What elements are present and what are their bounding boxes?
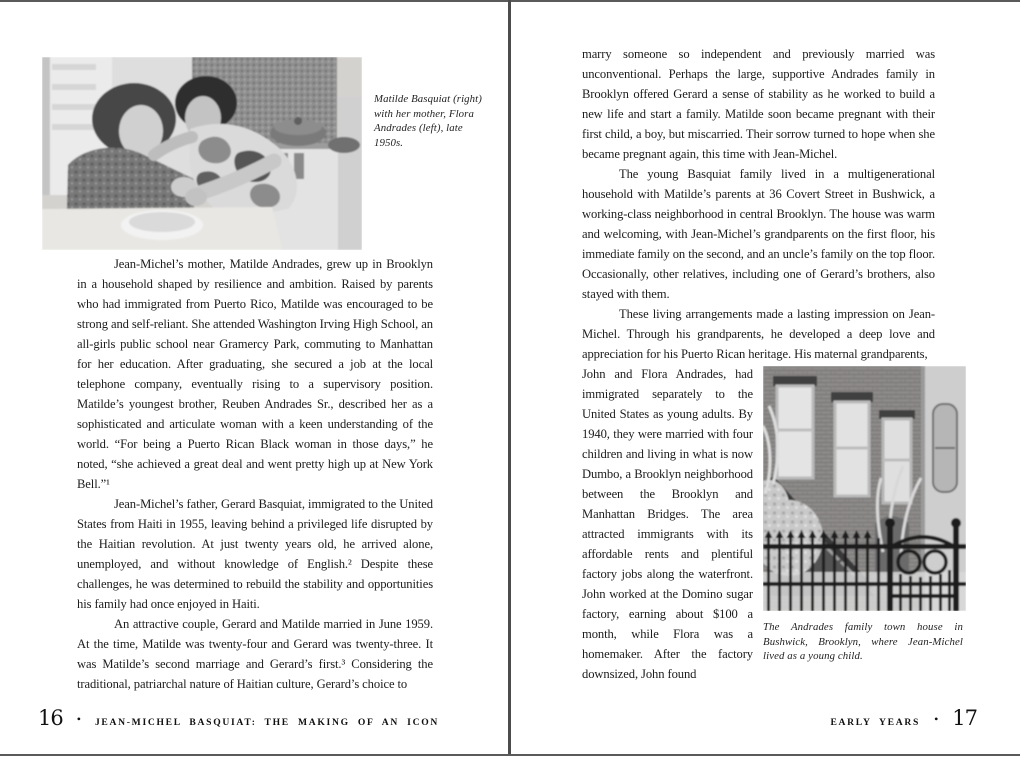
bottom-page-edge-rule bbox=[0, 754, 1020, 756]
page-number: 16 bbox=[38, 706, 63, 730]
kitchen-photo-caption: Matilde Basquiat (right) with her mother, Flora Andrades (left), late 1950s. bbox=[374, 93, 482, 149]
body-paragraph: Jean-Michel’s mother, Matilde Andrades, grew up in Brooklyn in a household shaped by resilience and ambition. Raised by parents who had immigrated from Puerto Rico, Matilde was encouraged to be strong and self-reliant. She attended Washington Irving High School, an all-girls public school near Gramercy Park, commuting to Manhattan for her education. After graduating, she secured a job at the local telephone company, eventually rising to a supervisory position. Matilde’s youngest brother, Reuben Andrades Sr., described her as a sophisticated and articulate woman with a keen understanding of the world. “For being a Puerto Rican Black woman in those days,” he noted, “she achieved a great deal and went pretty high up at New York Bell.”¹ bbox=[77, 257, 433, 491]
body-paragraph-wrapped: John and Flora Andrades, had immigrated separately to the United States as young adults. By 1940, they were married with four children and living in what is now Dumbo, a Brooklyn neighborhood between the Brooklyn and Manhattan Bridges. The area attracted immigrants with its affordable rents and plentiful factory jobs along the waterfront. John worked at the Domino sugar factory, earning about $100 a month, while Flora was a homemaker. After the factory downsized, John found bbox=[582, 367, 753, 681]
left-page-footer bbox=[38, 706, 439, 732]
right-page-body bbox=[582, 44, 963, 684]
right-page-footer bbox=[582, 706, 977, 732]
body-paragraph: The young Basquiat family lived in a multigenerational household with Matilde’s parents at 36 Covert Street in Bushwick, a working-class neighborhood in central Brooklyn. The house was warm and welcoming, with Jean-Michel’s grandparents on the first floor, his immediate family on the second, and an uncle’s family on the top floor. Occasionally, other relatives, including one of Gerard’s brothers, also stayed with them. bbox=[582, 167, 935, 301]
body-paragraph: Jean-Michel’s father, Gerard Basquiat, immigrated to the United States from Haiti in 1955, leaving behind a privileged life disrupted by the Haitian revolution. At just twenty years old, he arrived alone, unemployed, and without knowledge of English.² Despite these challenges, he was determined to rebuild the stability and opportunities his family had once enjoyed in Haiti. bbox=[77, 497, 433, 611]
running-head: JEAN-MICHEL BASQUIAT: THE MAKING OF AN ICON bbox=[94, 717, 440, 728]
kitchen-photo bbox=[42, 57, 362, 250]
townhouse-photo-caption: The Andrades family town house in Bushwick, Brooklyn, where Jean-Michel lived as a young child. bbox=[763, 621, 963, 662]
footer-bullet-icon: • bbox=[934, 712, 939, 726]
body-paragraph: An attractive couple, Gerard and Matilde married in June 1959. At the time, Matilde was twenty-four and Gerard was twenty-three. It was Matilde’s second marriage and Gerard’s first.³ Considering the traditional, patriarchal nature of Haitian culture, Gerard’s choice to bbox=[77, 617, 433, 691]
page-gutter-rule bbox=[508, 0, 511, 756]
townhouse-photo bbox=[763, 366, 966, 611]
left-page-body bbox=[77, 254, 433, 694]
footer-bullet-icon: • bbox=[76, 712, 81, 726]
page-number: 17 bbox=[952, 706, 977, 730]
townhouse-figure bbox=[763, 366, 966, 684]
body-paragraph: These living arrangements made a lasting impression on Jean-Michel. Through his grandparents, he developed a deep love and appreciation for his Puerto Rican heritage. His maternal grandparents, bbox=[582, 307, 935, 361]
running-head: EARLY YEARS bbox=[830, 717, 921, 728]
text-photo-wrap-row bbox=[582, 364, 966, 684]
body-paragraph-continuation: marry someone so independent and previously married was unconventional. Perhaps the large, supportive Andrades family in Brooklyn offered Gerard a sense of stability as he worked to build a new life and start a family. Matilde soon became pregnant with their first child, a boy, but miscarried. Their sorrow turned to hope when she became pregnant again, this time with Jean-Michel. bbox=[582, 47, 935, 161]
